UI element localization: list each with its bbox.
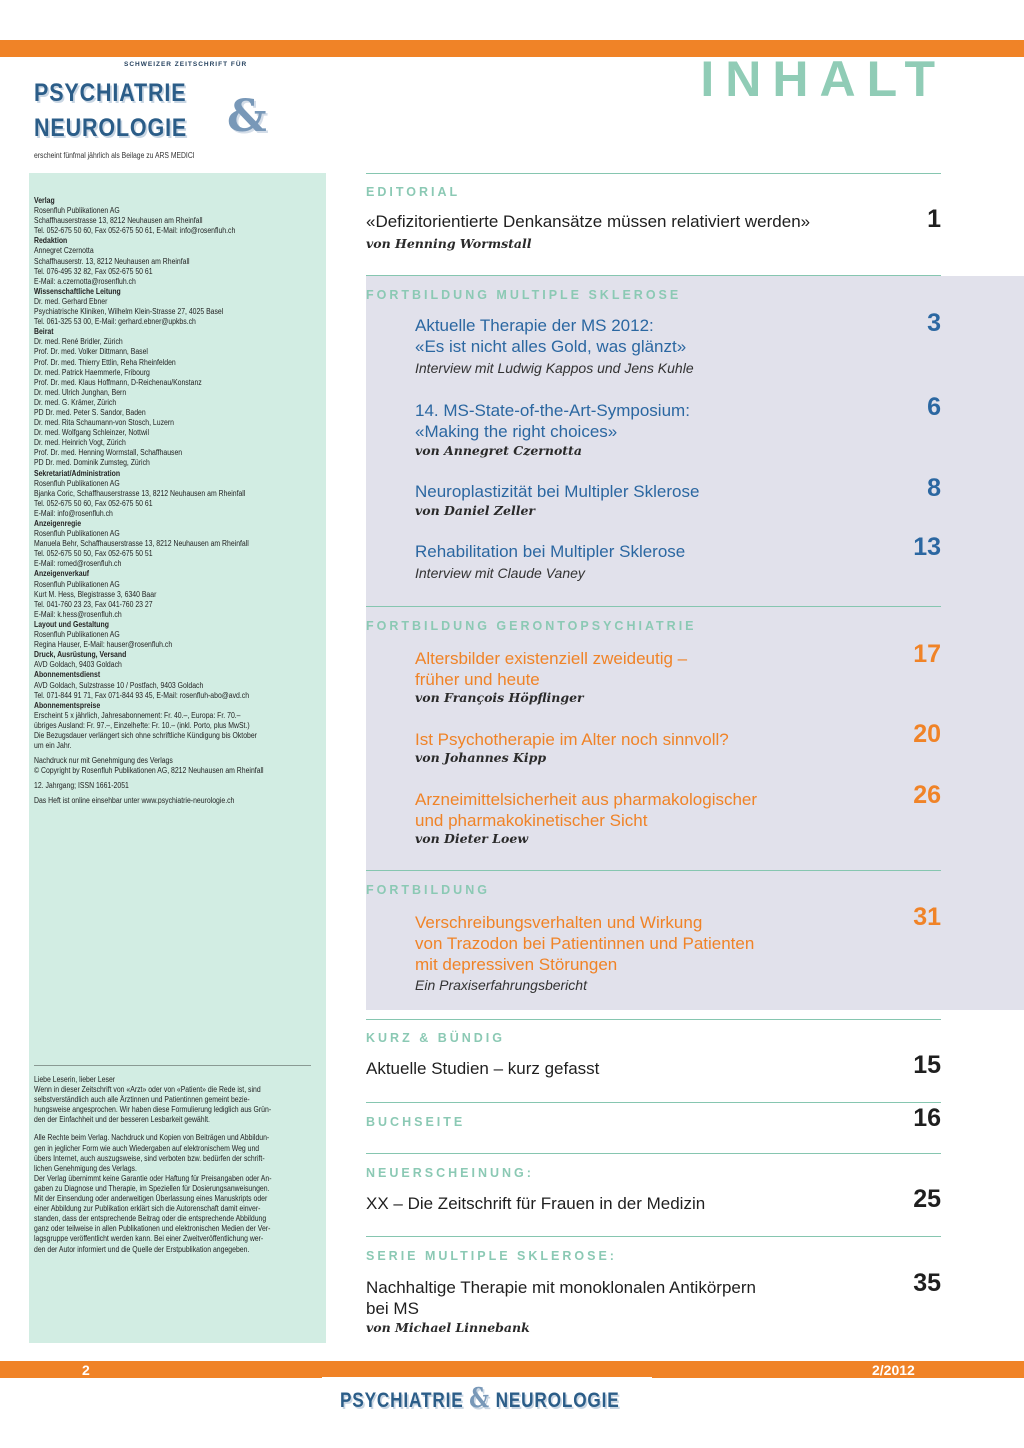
toc-author: von Daniel Zeller (415, 503, 535, 518)
imprint-line: Prof. Dr. med. Volker Dittmann, Basel (34, 347, 148, 357)
toc-page-number: 15 (913, 1051, 941, 1079)
imprint-line: E-Mail: romed@rosenfluh.ch (34, 559, 122, 569)
logo-kicker: SCHWEIZER ZEITSCHRIFT FÜR (124, 61, 248, 68)
section-rule (366, 1153, 941, 1154)
legal-line: lichen Genehmigung des Verlags. (34, 1163, 137, 1173)
footer-logo (340, 1383, 620, 1414)
bottom-accent-bar (0, 1361, 1024, 1378)
legal-line: hungsweise angesprochen. Wir haben diese Formulierung lediglich aus Grün- (34, 1105, 272, 1115)
legal-line: selbstverständlich auch alle Ärztinnen und Patientinnen gemeint bezie- (34, 1095, 250, 1105)
logo-ampersand: & (227, 91, 267, 142)
imprint-line: Die Bezugsdauer verlängert sich ohne schriftliche Kündigung bis Oktober (34, 730, 257, 740)
imprint-block (34, 469, 292, 519)
toc-title[interactable]: «Making the right choices» (415, 422, 618, 441)
imprint-line: Prof. Dr. med. Henning Wormstall, Schaffhausen (34, 448, 183, 458)
imprint-block (34, 287, 292, 327)
section-rule (366, 173, 941, 174)
folio-page-number: 2 (82, 1362, 90, 1378)
section-heading-geronto: FORTBILDUNG GERONTOPSYCHIATRIE (366, 619, 697, 633)
logo-tagline: erscheint fünfmal jährlich als Beilage zu ARS MEDICI (34, 151, 195, 160)
imprint-line: Tel. 052-675 50 60, Fax 052-675 50 61 (34, 498, 153, 508)
toc-title[interactable]: «Es ist nicht alles Gold, was glänzt» (415, 337, 687, 356)
toc-page-number: 31 (913, 903, 941, 931)
imprint-line: Rosenfluh Publikationen AG (34, 206, 120, 216)
legal-line: lagsgruppe veröffentlicht werden kann. Bei einer Zweitveröffentlichung wer- (34, 1234, 264, 1244)
toc-title[interactable]: und pharmakokinetischer Sicht (415, 811, 648, 830)
toc-page-number: 8 (927, 474, 941, 502)
legal-line: Alle Rechte beim Verlag. Nachdruck und Kopien von Beiträgen und Abbildun- (34, 1133, 270, 1143)
imprint-line: AVD Goldach, 9403 Goldach (34, 660, 122, 670)
legal-line: Liebe Leserin, lieber Leser (34, 1075, 116, 1084)
imprint-line: Dr. med. Wolfgang Schleinzer, Nottwil (34, 428, 149, 438)
imprint-line: E-Mail: info@rosenfluh.ch (34, 508, 113, 518)
imprint-line: PD Dr. med. Peter S. Sandor, Baden (34, 407, 146, 417)
imprint-line: 12. Jahrgang; ISSN 1661-2051 (34, 781, 129, 791)
section-heading-buchseite[interactable]: BUCHSEITE (366, 1115, 466, 1129)
imprint-line: Tel. 076-495 32 82, Fax 052-675 50 61 (34, 266, 153, 276)
imprint-line: Rosenfluh Publikationen AG (34, 529, 120, 539)
toc-page-number: 20 (913, 720, 941, 748)
toc-page-number: 17 (913, 640, 941, 668)
toc-page-number: 35 (913, 1269, 941, 1297)
toc-title[interactable]: mit depressiven Störungen (415, 955, 618, 974)
toc-title[interactable]: XX – Die Zeitschrift für Frauen in der Medizin (366, 1194, 706, 1213)
imprint-line: um ein Jahr. (34, 741, 72, 751)
legal-notes (34, 1075, 311, 1263)
imprint-line: AVD Goldach, Sulzstrasse 10 / Postfach, 9403 Goldach (34, 680, 204, 690)
imprint-block (34, 650, 292, 670)
imprint-heading: Verlag (34, 196, 55, 205)
imprint-line: Das Heft ist online einsehbar unter www.psychiatrie-neurologie.ch (34, 796, 235, 806)
toc-subtitle: Ein Praxiserfahrungsbericht (415, 977, 587, 993)
toc-title[interactable]: Verschreibungsverhalten und Wirkung (415, 913, 703, 932)
toc-page-number: 3 (927, 309, 941, 337)
imprint-line: Rosenfluh Publikationen AG (34, 579, 120, 589)
imprint-line: Dr. med. Gerhard Ebner (34, 296, 108, 306)
toc-title[interactable]: früher und heute (415, 670, 540, 689)
imprint-block (34, 569, 292, 619)
legal-line: einer Abbildung zur Publikation erklärt sich die Autorenschaft damit einver- (34, 1204, 261, 1214)
toc-page-number: 16 (913, 1104, 941, 1132)
imprint-line: Bjanka Coric, Schaffhauserstrasse 13, 8212 Neuhausen am Rheinfall (34, 488, 246, 498)
imprint-line: Nachdruck nur mit Genehmigung des Verlags (34, 756, 173, 766)
toc-title[interactable]: Rehabilitation bei Multipler Sklerose (415, 542, 686, 561)
toc-title[interactable]: Arzneimittelsicherheit aus pharmakologischer (415, 790, 758, 809)
logo-line-psychiatrie: PSYCHIATRIE (34, 79, 187, 107)
toc-title[interactable]: bei MS (366, 1299, 419, 1318)
sidebar-divider (34, 1065, 311, 1066)
imprint-line: Prof. Dr. med. Thierry Ettlin, Reha Rheinfelden (34, 357, 176, 367)
toc-page-number: 26 (913, 781, 941, 809)
imprint-line: Dr. med. Rita Schaumann-von Stosch, Luzern (34, 418, 174, 428)
imprint-line: Dr. med. René Bridler, Zürich (34, 337, 123, 347)
toc-page-number: 1 (927, 205, 941, 233)
imprint-heading: Anzeigenverkauf (34, 569, 90, 579)
imprint-line: Regina Hauser, E-Mail: hauser@rosenfluh.ch (34, 640, 173, 650)
imprint-line: Psychiatrische Kliniken, Wilhelm Klein-Strasse 27, 4025 Basel (34, 307, 224, 317)
legal-paragraph (34, 1133, 311, 1254)
toc-title[interactable]: Neuroplastizität bei Multipler Sklerose (415, 482, 700, 501)
imprint-line: Manuela Behr, Schaffhauserstrasse 13, 8212 Neuhausen am Rheinfall (34, 539, 249, 549)
legal-line: gaben zu Diagnose und Therapie, im Speziellen für Dosierungsanweisungen. (34, 1183, 270, 1193)
imprint-line: Rosenfluh Publikationen AG (34, 630, 120, 640)
logo-line-neurologie: NEUROLOGIE (34, 114, 188, 142)
imprint-heading: Anzeigenregie (34, 519, 82, 528)
legal-line: Wenn in dieser Zeitschrift von «Arzt» oder von «Patient» die Rede ist, sind (34, 1085, 261, 1095)
imprint-line: Rosenfluh Publikationen AG (34, 478, 120, 488)
imprint-heading: Sekretariat/Administration (34, 468, 121, 478)
imprint-line: Schaffhauserstr. 13, 8212 Neuhausen am Rheinfall (34, 256, 190, 266)
section-heading-serie: SERIE MULTIPLE SKLEROSE: (366, 1249, 617, 1263)
imprint-heading: Abonnementspreise (34, 700, 101, 710)
imprint-line: Schaffhauserstrasse 13, 8212 Neuhausen am Rheinfall (34, 216, 203, 226)
imprint-line: Tel. 052-675 50 60, Fax 052-675 50 61, E-Mail: info@rosenfluh.ch (34, 226, 236, 236)
imprint-line: Tel. 041-760 23 23, Fax 041-760 23 27 (34, 599, 153, 609)
toc-subtitle: Interview mit Ludwig Kappos und Jens Kuhle (415, 360, 694, 376)
toc-author: von Dieter Loew (415, 831, 529, 846)
imprint-line: Dr. med. Heinrich Vogt, Zürich (34, 438, 126, 448)
imprint-line: PD Dr. med. Dominik Zumsteg, Zürich (34, 458, 150, 468)
imprint-block (34, 196, 292, 236)
section-rule (366, 606, 941, 607)
imprint-heading: Druck, Ausrüstung, Versand (34, 650, 127, 660)
toc-author: von Henning Wormstall (366, 236, 532, 251)
section-rule (366, 275, 941, 276)
toc-title[interactable]: «Defizitorientierte Denkansätze müssen relativiert werden» (366, 212, 811, 231)
footer-logo-ampersand: & (469, 1383, 490, 1414)
imprint-line: übriges Ausland: Fr. 97.–, Einzelhefte: Fr. 10.– (inkl. Porto, plus MwSt.) (34, 720, 250, 730)
imprint-block (34, 751, 292, 776)
imprint-block (34, 791, 292, 806)
imprint-heading: Layout und Gestaltung (34, 619, 109, 629)
imprint-line: E-Mail: a.czernotta@rosenfluh.ch (34, 276, 136, 286)
toc-author: von Johannes Kipp (415, 750, 547, 765)
imprint-text (34, 196, 292, 807)
legal-line: Mit der Einsendung oder anderweitigen Überlassung eines Manuskripts oder (34, 1194, 268, 1204)
imprint-line: Tel. 061-325 53 00, E-Mail: gerhard.ebner@upkbs.ch (34, 317, 196, 327)
toc-title[interactable]: Ist Psychotherapie im Alter noch sinnvoll? (415, 730, 729, 749)
footer-logo-left: PSYCHIATRIE (340, 1389, 464, 1412)
imprint-line: Tel. 052-675 50 50, Fax 052-675 50 51 (34, 549, 153, 559)
imprint-line: Tel. 071-844 91 71, Fax 071-844 93 45, E-Mail: rosenfluh-abo@avd.ch (34, 690, 250, 700)
imprint-block (34, 327, 292, 468)
page-title: INHALT (700, 51, 946, 107)
toc-title[interactable]: Altersbilder existenziell zweideutig – (415, 649, 688, 668)
imprint-line: Annegret Czernotta (34, 246, 94, 256)
imprint-block (34, 236, 292, 286)
toc-author: von François Höpflinger (415, 690, 584, 705)
imprint-block (34, 670, 292, 700)
imprint-block (34, 776, 292, 791)
imprint-block (34, 519, 292, 569)
footer-logo-right: NEUROLOGIE (495, 1389, 620, 1412)
section-rule (366, 870, 941, 871)
section-rule (366, 1102, 941, 1103)
imprint-line: E-Mail: k.hess@rosenfluh.ch (34, 609, 122, 619)
imprint-line: © Copyright by Rosenfluh Publikationen AG, 8212 Neuhausen am Rheinfall (34, 766, 264, 776)
imprint-line: Dr. med. G. Krämer, Zürich (34, 397, 117, 407)
legal-line: übers Internet, auch auszugsweise, sind verboten bzw. bedürfen der schrift- (34, 1153, 265, 1163)
imprint-line: Erscheint 5 x jährlich, Jahresabonnement: Fr. 40.–, Europa: Fr. 70.– (34, 710, 241, 720)
toc-page-number: 25 (913, 1185, 941, 1213)
section-heading-kurz: KURZ & BÜNDIG (366, 1031, 505, 1045)
imprint-line: Dr. med. Patrick Haemmerle, Fribourg (34, 367, 150, 377)
toc-title[interactable]: Nachhaltige Therapie mit monoklonalen Antikörpern (366, 1278, 756, 1297)
imprint-heading: Beirat (34, 327, 54, 337)
imprint-line: Dr. med. Ulrich Junghan, Bern (34, 387, 127, 397)
section-heading-ms: FORTBILDUNG MULTIPLE SKLEROSE (366, 288, 682, 302)
legal-line: standen, dass der entsprechende Beitrag oder die entsprechende Abbildung (34, 1214, 267, 1224)
imprint-line: Kurt M. Hess, Blegistrasse 3, 6340 Baar (34, 589, 157, 599)
toc-page-number: 13 (913, 533, 941, 561)
imprint-heading: Wissenschaftliche Leitung (34, 286, 121, 296)
imprint-block (34, 620, 292, 650)
section-rule (366, 1236, 941, 1237)
section-heading-editorial: EDITORIAL (366, 185, 461, 199)
imprint-line: Prof. Dr. med. Klaus Hoffmann, D-Reichenau/Konstanz (34, 377, 202, 387)
imprint-block (34, 701, 292, 751)
toc-title[interactable]: von Trazodon bei Patientinnen und Patienten (415, 934, 755, 953)
imprint-heading: Abonnementsdienst (34, 670, 101, 680)
legal-paragraph (34, 1075, 311, 1125)
toc-author: von Michael Linnebank (366, 1320, 530, 1335)
legal-line: den der Einfachheit und der besseren Lesbarkeit gewählt. (34, 1115, 210, 1125)
toc-subtitle: Interview mit Claude Vaney (415, 565, 585, 581)
toc-title[interactable]: 14. MS-State-of-the-Art-Symposium: (415, 401, 690, 420)
section-heading-fortbildung: FORTBILDUNG (366, 883, 490, 897)
toc-page-number: 6 (927, 393, 941, 421)
issue-number: 2/2012 (872, 1362, 915, 1378)
legal-line: den der Autor informiert und die Quelle der Erstpublikation angegeben. (34, 1244, 250, 1254)
section-heading-neuerscheinung: NEUERSCHEINUNG: (366, 1166, 534, 1180)
section-rule (366, 1019, 941, 1020)
legal-line: Der Verlag übernimmt keine Garantie oder Haftung für Preisangaben oder An- (34, 1173, 272, 1183)
legal-line: ganz oder teilweise in allen Publikationen und elektronischen Medien der Ver- (34, 1224, 271, 1234)
imprint-heading: Redaktion (34, 236, 68, 246)
legal-line: gen in jeglicher Form wie auch Wiedergaben auf elektronischem Weg und (34, 1143, 260, 1153)
toc-title[interactable]: Aktuelle Therapie der MS 2012: (415, 316, 654, 335)
toc-title[interactable]: Aktuelle Studien – kurz gefasst (366, 1059, 600, 1078)
toc-author: von Annegret Czernotta (415, 443, 582, 458)
